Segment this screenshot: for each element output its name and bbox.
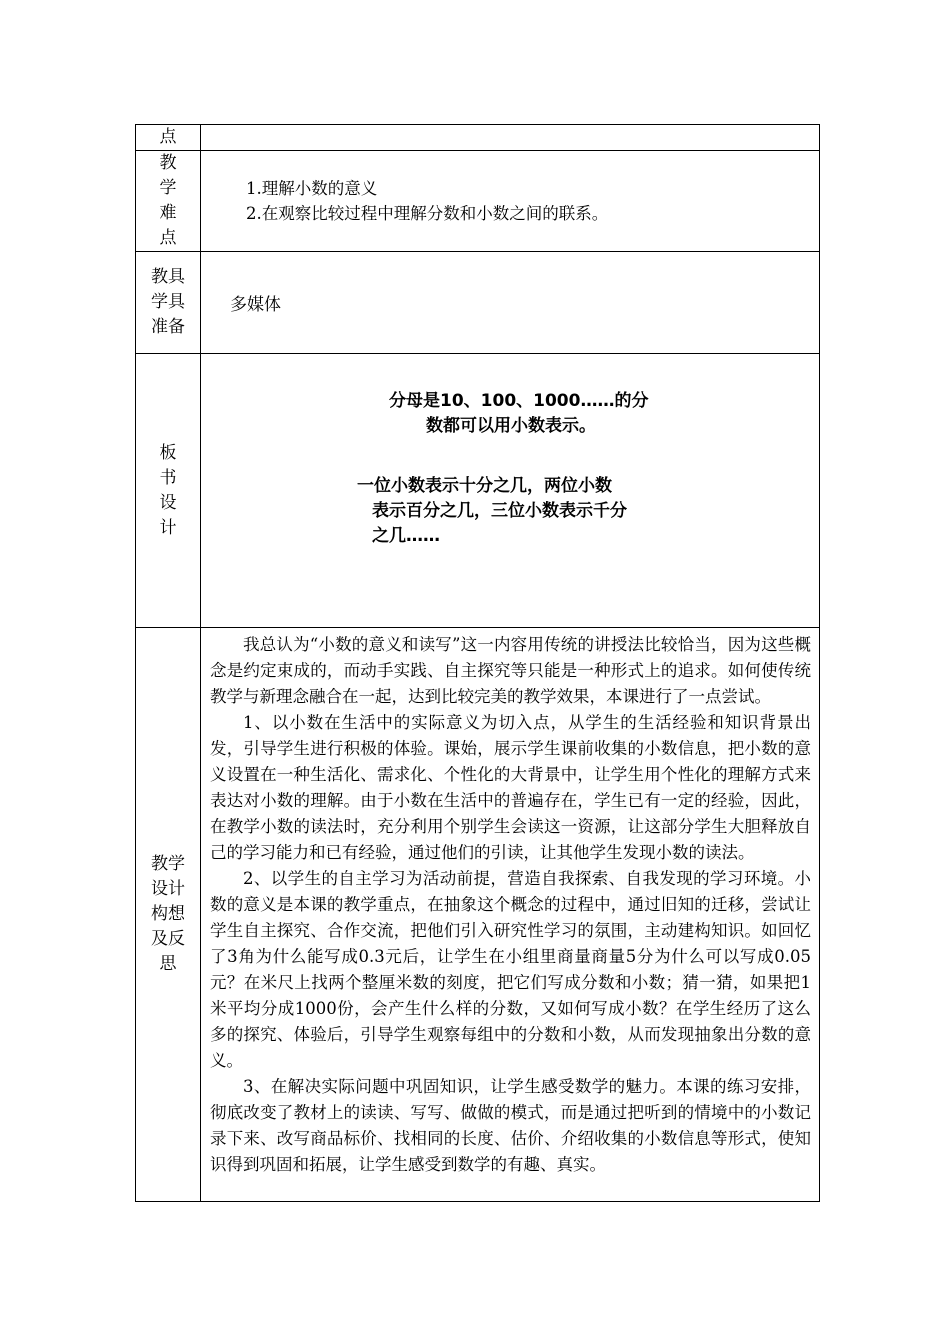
board-line: 之几…… bbox=[372, 526, 440, 546]
row-content-tools bbox=[201, 252, 820, 354]
row-label-board: 板 书 设 计 bbox=[136, 354, 201, 628]
row-content-board bbox=[201, 354, 820, 628]
reflection-paragraph: 1、以小数在生活中的实际意义为切入点，从学生的生活经验和知识背景出发，引导学生进行积极的体验。课始，展示学生课前收集的小数信息，把小数的意义设置在一种生活化、需求化、个性化的大背景中，让学生用个性化的理解方式来表达对小数的理解。由于小数在生活中的普遍存在，学生已有一定的经验，因此，在教学小数的读法时，充分利用个别学生会读这一资源，让这部分学生大胆释放自己的学习能力和已有经验，通过他们的引读，让其他学生发现小数的读法。 bbox=[210, 713, 811, 862]
row-content-difficulty bbox=[201, 151, 820, 252]
reflection-paragraph: 2、以学生的自主学习为活动前提，营造自我探索、自我发现的学习环境。小数的意义是本课的教学重点，在抽象这个概念的过程中，通过旧知的迁移，尝试让学生自主探究、合作交流，把他们引入研究性学习的氛围，主动建构知识。如回忆了3角为什么能写成0.3元后，让学生在小组里商量商量5分为什么可以写成0.05元？在米尺上找两个整厘米数的刻度，把它们写成分数和小数；猜一猜，如果把1米平均分成1000份，会产生什么样的分数，又如何写成小数？在学生经历了这么多的探究、体验后，引导学生观察每组中的分数和小数，从而发现抽象出分数的意义。 bbox=[210, 869, 811, 1070]
difficulty-item: 2.在观察比较过程中理解分数和小数之间的联系。 bbox=[246, 204, 609, 223]
row-content-key-point bbox=[201, 125, 820, 151]
row-label-difficulty: 教 学 难 点 bbox=[136, 151, 201, 252]
board-line: 一位小数表示十分之几，两位小数 bbox=[357, 476, 612, 496]
row-label-reflection: 教学 设计 构想 及反 思 bbox=[136, 628, 201, 1202]
tools-text: 多媒体 bbox=[230, 295, 281, 315]
lesson-plan-table bbox=[135, 124, 820, 1202]
row-label-key-point: 点 bbox=[136, 125, 201, 151]
board-line: 分母是10、100、1000……的分 bbox=[389, 391, 649, 411]
row-key-point bbox=[136, 125, 820, 151]
row-content-reflection bbox=[201, 628, 820, 1202]
row-reflection bbox=[136, 628, 820, 1202]
board-line: 表示百分之几，三位小数表示千分 bbox=[372, 501, 627, 521]
reflection-paragraph: 我总认为“小数的意义和读写”这一内容用传统的讲授法比较恰当，因为这些概念是约定束成的，而动手实践、自主探究等只能是一种形式上的追求。如何使传统教学与新理念融合在一起，达到比较完美的教学效果，本课进行了一点尝试。 bbox=[210, 635, 811, 706]
board-line: 数都可以用小数表示。 bbox=[426, 416, 596, 436]
row-difficulty bbox=[136, 151, 820, 252]
row-label-tools: 教具 学具 准备 bbox=[136, 252, 201, 354]
row-board bbox=[136, 354, 820, 628]
row-tools bbox=[136, 252, 820, 354]
difficulty-item: 1.理解小数的意义 bbox=[246, 179, 378, 198]
reflection-paragraph: 3、在解决实际问题中巩固知识，让学生感受数学的魅力。本课的练习安排，彻底改变了教材上的读读、写写、做做的模式，而是通过把听到的情境中的小数记录下来、改写商品标价、找相同的长度、估价、介绍收集的小数信息等形式，使知识得到巩固和拓展，让学生感受到数学的有趣、真实。 bbox=[210, 1077, 811, 1174]
